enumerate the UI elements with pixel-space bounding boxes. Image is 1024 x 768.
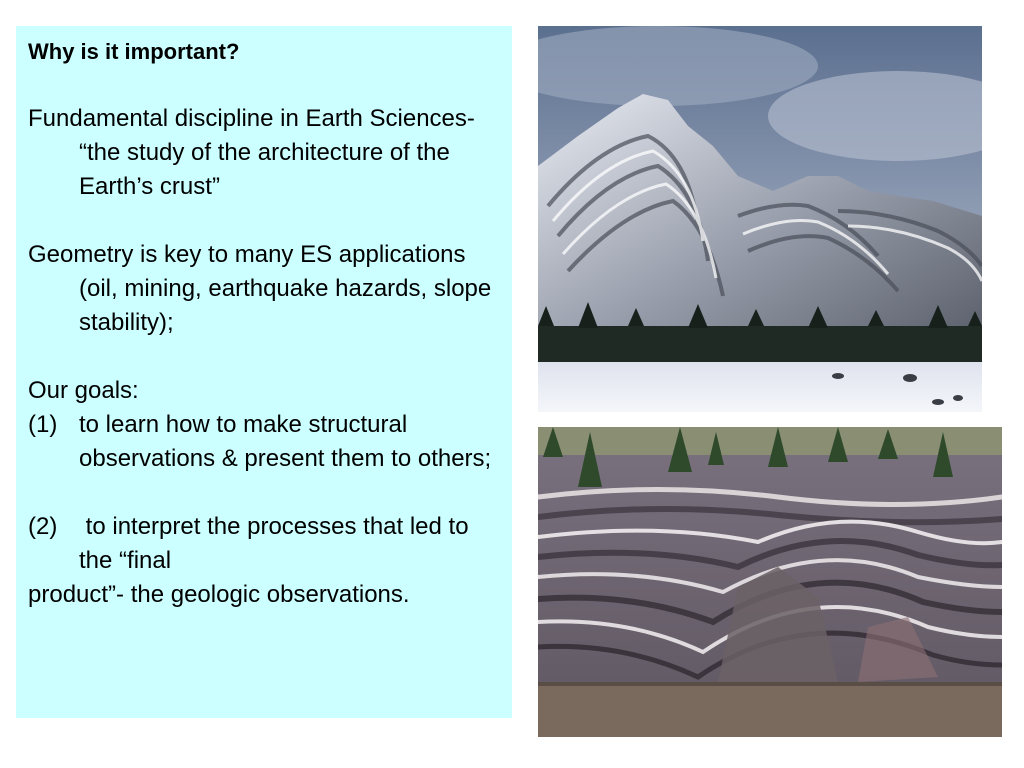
goal-text-1: to learn how to make structural observations & present them to others; xyxy=(79,411,492,472)
spacer xyxy=(28,204,500,238)
goals-heading: Our goals: xyxy=(28,377,139,404)
goal-text-2: to interpret the processes that led to the “final xyxy=(79,513,476,574)
goal-text-2-continuation: product”- the geologic observations. xyxy=(28,581,410,608)
folded-strata-photo xyxy=(538,427,1002,737)
text-panel xyxy=(16,26,512,718)
goal-number-2: (2) xyxy=(28,513,58,540)
goal-number-1: (1) xyxy=(28,411,58,438)
spacer xyxy=(28,68,500,102)
goal-item-1 xyxy=(28,408,500,476)
paragraph-geometry: Geometry is key to many ES applications (oil, mining, earthquake hazards, slope stability); xyxy=(28,241,492,336)
slide-title: Why is it important? xyxy=(28,39,240,64)
goal-item-2 xyxy=(28,510,500,578)
paragraph-discipline: Fundamental discipline in Earth Sciences- “the study of the architecture of the Earth’s crust” xyxy=(28,105,475,200)
spacer xyxy=(28,476,500,510)
spacer xyxy=(28,340,500,374)
mountain-photo xyxy=(538,26,982,412)
